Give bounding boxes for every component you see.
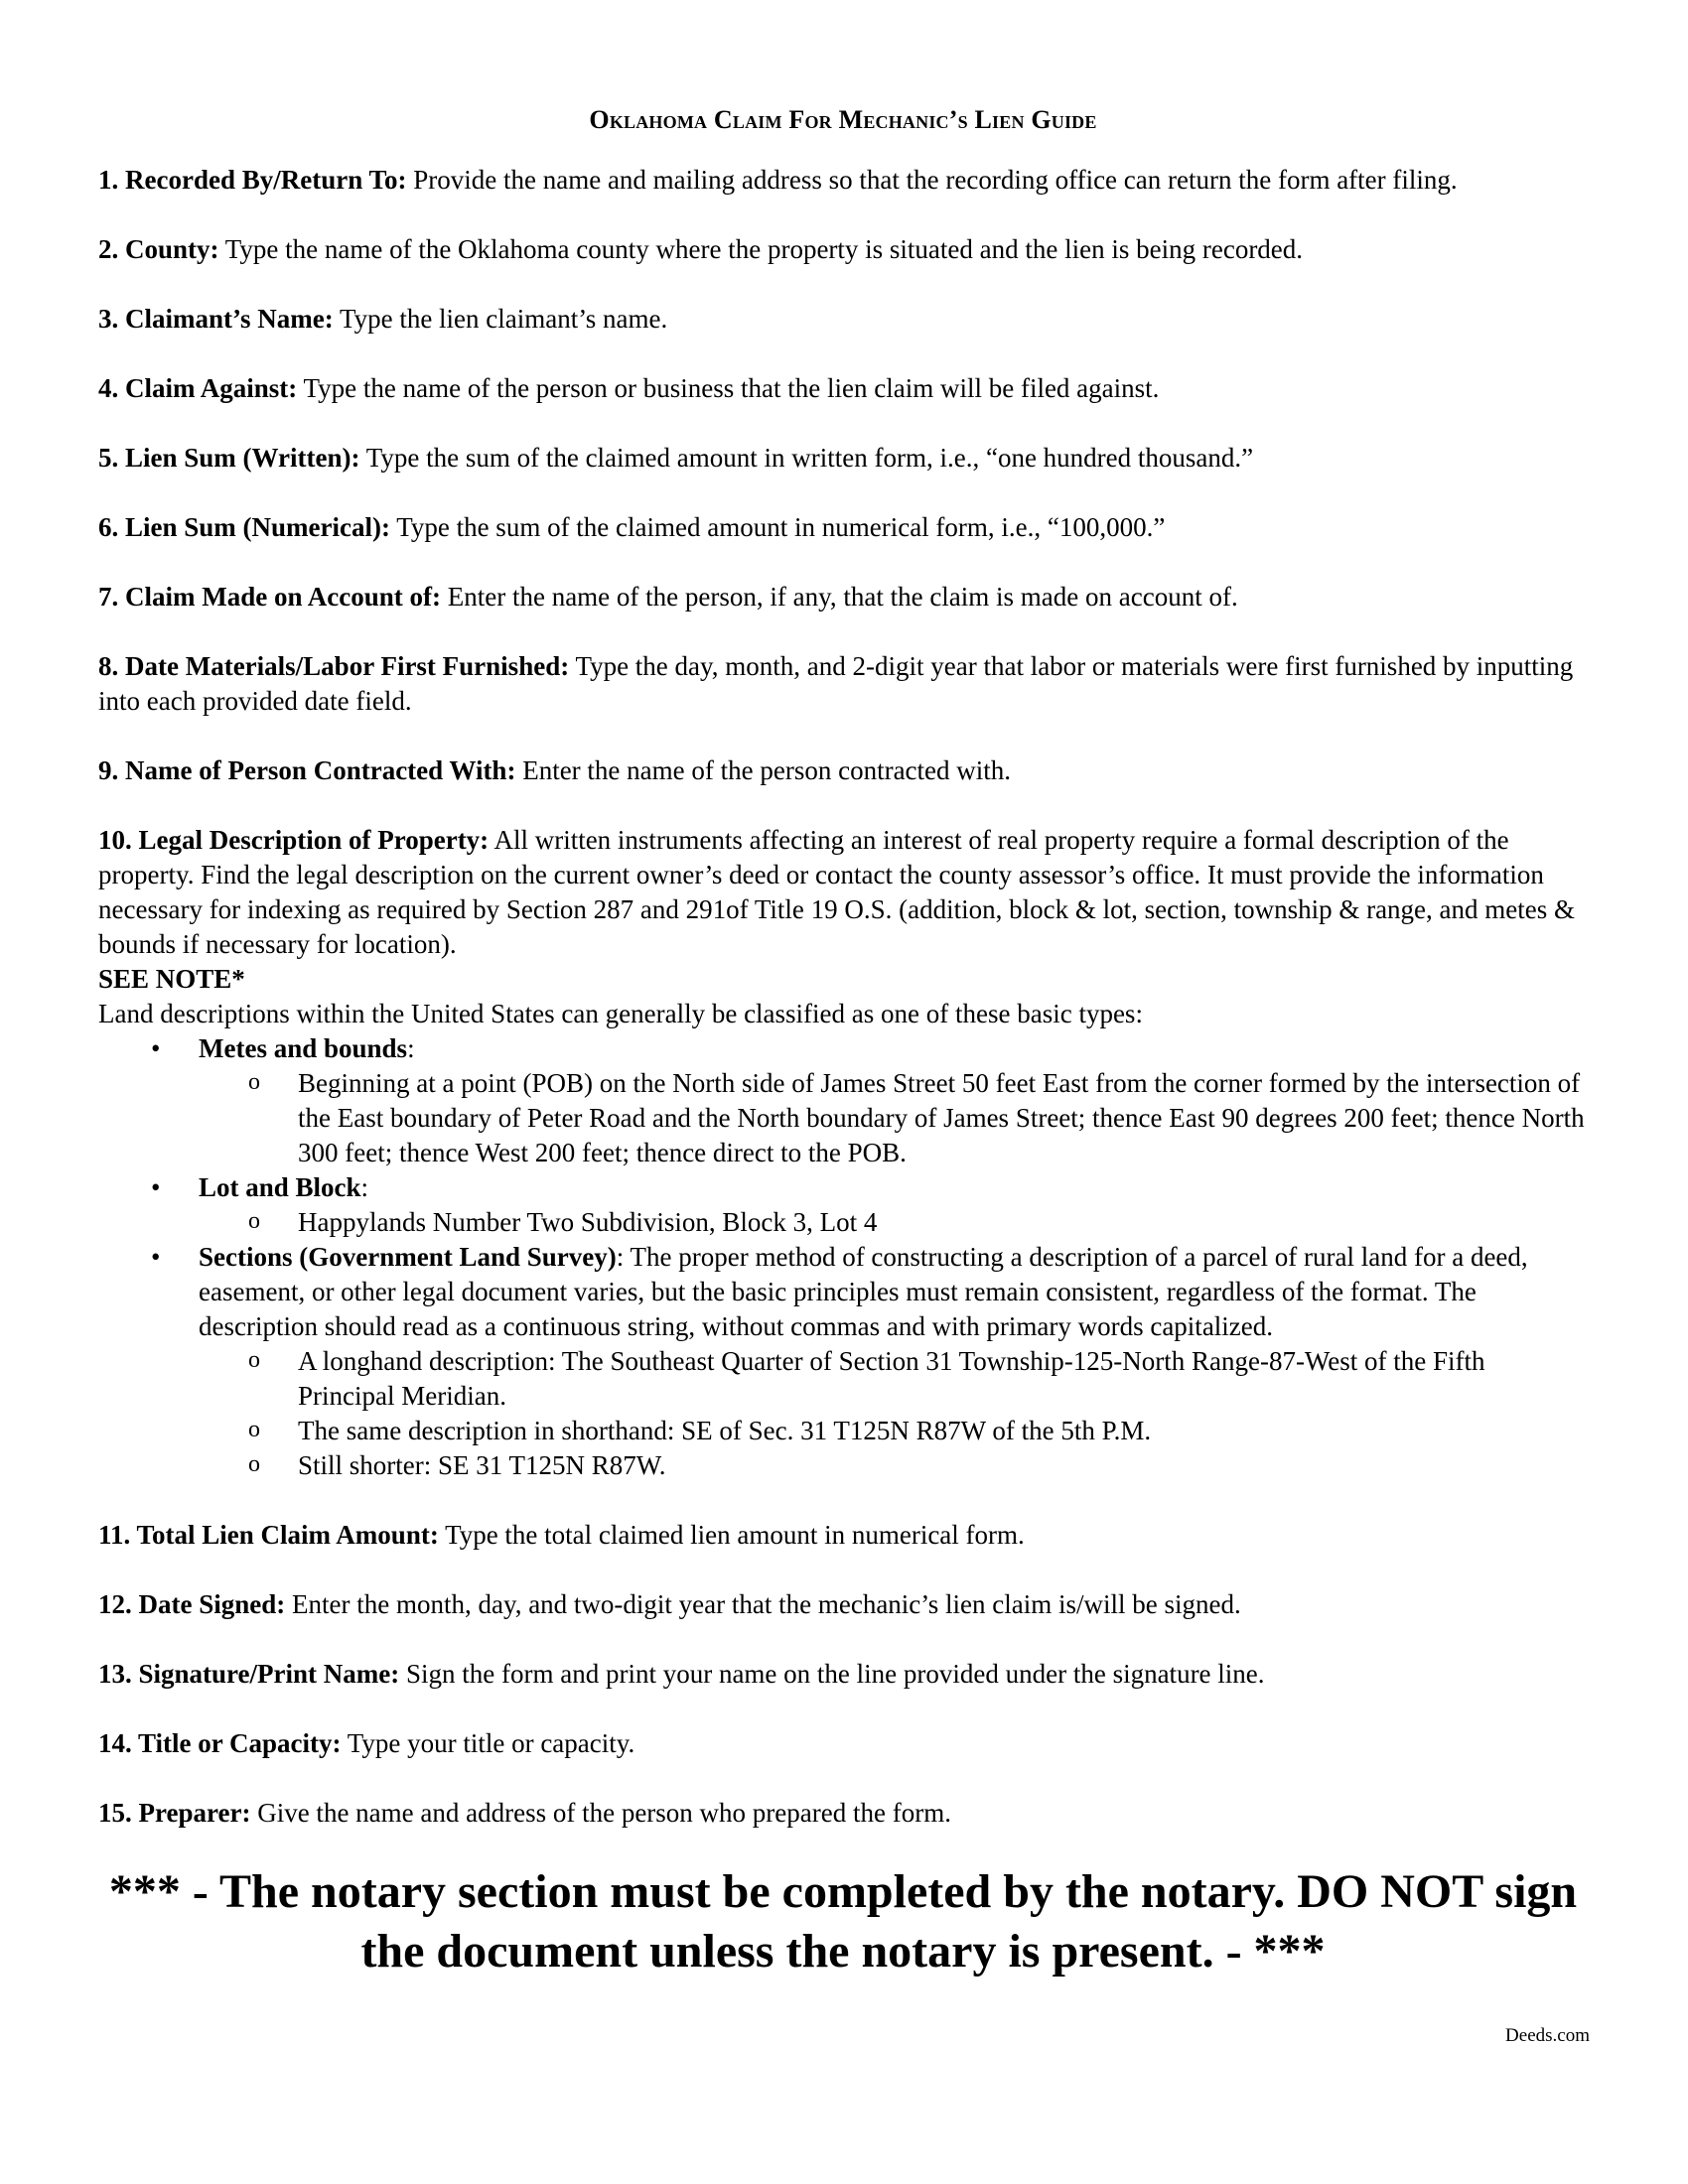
guide-item: [98, 1796, 1588, 1831]
guide-items-1-9: [98, 163, 1588, 788]
guide-item: [98, 753, 1588, 788]
list-item-metes: [98, 1031, 1588, 1170]
item-label: 15. Preparer:: [98, 1798, 251, 1828]
item-label: 12. Date Signed:: [98, 1589, 286, 1619]
land-types-intro: Land descriptions within the United States can generally be classified as one of these basic types:: [98, 999, 1143, 1028]
list-item: [198, 1344, 1588, 1414]
item-label: 14. Title or Capacity:: [98, 1728, 342, 1758]
bullet-icon: •: [151, 1172, 161, 1202]
guide-item-legal-description: [98, 823, 1588, 1483]
item-text: Sign the form and print your name on the line provided under the signature line.: [399, 1659, 1265, 1689]
type-text: : The proper method of constructing a description of a parcel of rural land for a deed, easement, or other legal document varies, but the basic principles must remain consistent, regardless of the format. The description should read as a continuous string, without commas and with primary words capitalized.: [199, 1242, 1528, 1341]
item-label: 3. Claimant’s Name:: [98, 304, 334, 334]
type-label: Sections (Government Land Survey): [199, 1242, 617, 1272]
example-text: Still shorter: SE 31 T125N R87W.: [298, 1450, 666, 1480]
list-item-sections: [98, 1240, 1588, 1483]
see-note: SEE NOTE*: [98, 964, 245, 994]
guide-item: [98, 510, 1588, 545]
item-text: Type the name of the person or business that the lien claim will be filed against.: [297, 373, 1160, 403]
guide-item: [98, 1587, 1588, 1622]
guide-item: [98, 163, 1588, 198]
guide-item: [98, 580, 1588, 614]
bullet-icon: •: [151, 1242, 161, 1272]
guide-item: [98, 441, 1588, 476]
bullet-icon: •: [151, 1033, 161, 1063]
item-label: 6. Lien Sum (Numerical):: [98, 512, 390, 542]
circle-bullet-icon: o: [248, 1451, 260, 1477]
circle-bullet-icon: o: [248, 1347, 260, 1373]
lot-examples: [199, 1205, 1588, 1240]
item-text: Type the lien claimant’s name.: [333, 304, 668, 334]
legal-description-paragraph: [98, 823, 1588, 962]
document-page: [98, 95, 1588, 1981]
list-item: [198, 1414, 1588, 1448]
list-item: [198, 1066, 1588, 1170]
item-label: 7. Claim Made on Account of:: [98, 582, 441, 612]
land-types-list: [98, 1031, 1588, 1483]
guide-item: [98, 302, 1588, 337]
item-text: All written instruments affecting an interest of real property require a formal description of the property. Find the legal description on the current owner’s deed or contact the county assessor’s office. It must provide the information necessary for indexing as required by Section 287 and 291of Title 19 O.S. (addition, block & lot, section, township & range, and metes & bounds if necessary for location).: [98, 825, 1576, 959]
type-label: Lot and Block: [199, 1172, 361, 1202]
list-item: [198, 1448, 1588, 1483]
metes-examples: [199, 1066, 1588, 1170]
guide-item: [98, 1518, 1588, 1553]
document-title: Oklahoma Claim For Mechanic’s Lien Guide: [589, 105, 1097, 134]
guide-item: [98, 232, 1588, 267]
item-label: 2. County:: [98, 234, 219, 264]
example-text: Happylands Number Two Subdivision, Block 3, Lot 4: [298, 1207, 878, 1237]
circle-bullet-icon: o: [248, 1069, 260, 1095]
item-label: 10. Legal Description of Property:: [98, 825, 490, 855]
guide-item: [98, 649, 1588, 719]
example-text: Beginning at a point (POB) on the North side of James Street 50 feet East from the corner formed by the intersection of the East boundary of Peter Road and the North boundary of James Street; thence East 90 degrees 200 feet; thence North 300 feet; thence West 200 feet; thence direct to the POB.: [298, 1068, 1585, 1167]
item-text: Type the sum of the claimed amount in written form, i.e., “one hundred thousand.”: [359, 443, 1254, 473]
list-item: [198, 1205, 1588, 1240]
item-label: 1. Recorded By/Return To:: [98, 165, 407, 195]
item-text: Type the total claimed lien amount in numerical form.: [438, 1520, 1025, 1550]
guide-items-11-15: [98, 1518, 1588, 1831]
list-item-lot-block: [98, 1170, 1588, 1240]
item-label: 4. Claim Against:: [98, 373, 298, 403]
item-label: 11. Total Lien Claim Amount:: [98, 1520, 439, 1550]
item-text: Type the day, month, and 2-digit year that labor or materials were first furnished by inputting into each provided date field.: [98, 651, 1574, 716]
item-text: Enter the name of the person, if any, that the claim is made on account of.: [440, 582, 1238, 612]
item-text: Type the sum of the claimed amount in numerical form, i.e., “100,000.”: [389, 512, 1166, 542]
type-label: Metes and bounds: [199, 1033, 408, 1063]
type-colon: :: [360, 1172, 369, 1202]
circle-bullet-icon: o: [248, 1208, 260, 1234]
item-label: 8. Date Materials/Labor First Furnished:: [98, 651, 570, 681]
footer-brand: Deeds.com: [1505, 2025, 1590, 2046]
item-label: 13. Signature/Print Name:: [98, 1659, 400, 1689]
example-text: A longhand description: The Southeast Quarter of Section 31 Township-125-North Range-87-West of the Fifth Principal Meridian.: [298, 1346, 1485, 1411]
item-text: Provide the name and mailing address so that the recording office can return the form after filing.: [406, 165, 1458, 195]
item-text: Enter the name of the person contracted with.: [515, 755, 1012, 785]
item-text: Type your title or capacity.: [341, 1728, 635, 1758]
example-text: The same description in shorthand: SE of Sec. 31 T125N R87W of the 5th P.M.: [298, 1416, 1152, 1445]
circle-bullet-icon: o: [248, 1417, 260, 1442]
item-text: Type the name of the Oklahoma county where the property is situated and the lien is being recorded.: [218, 234, 1304, 264]
item-label: 9. Name of Person Contracted With:: [98, 755, 516, 785]
item-text: Enter the month, day, and two-digit year that the mechanic’s lien claim is/will be signed.: [285, 1589, 1241, 1619]
guide-item: [98, 1726, 1588, 1761]
guide-item: [98, 371, 1588, 406]
item-label: 5. Lien Sum (Written):: [98, 443, 360, 473]
item-text: Give the name and address of the person who prepared the form.: [250, 1798, 951, 1828]
guide-item: [98, 1657, 1588, 1692]
sections-examples: [199, 1344, 1588, 1483]
notary-warning: *** - The notary section must be completed by the notary. DO NOT sign the document unless the notary is present. - ***: [108, 1865, 1578, 1978]
type-colon: :: [407, 1033, 415, 1063]
